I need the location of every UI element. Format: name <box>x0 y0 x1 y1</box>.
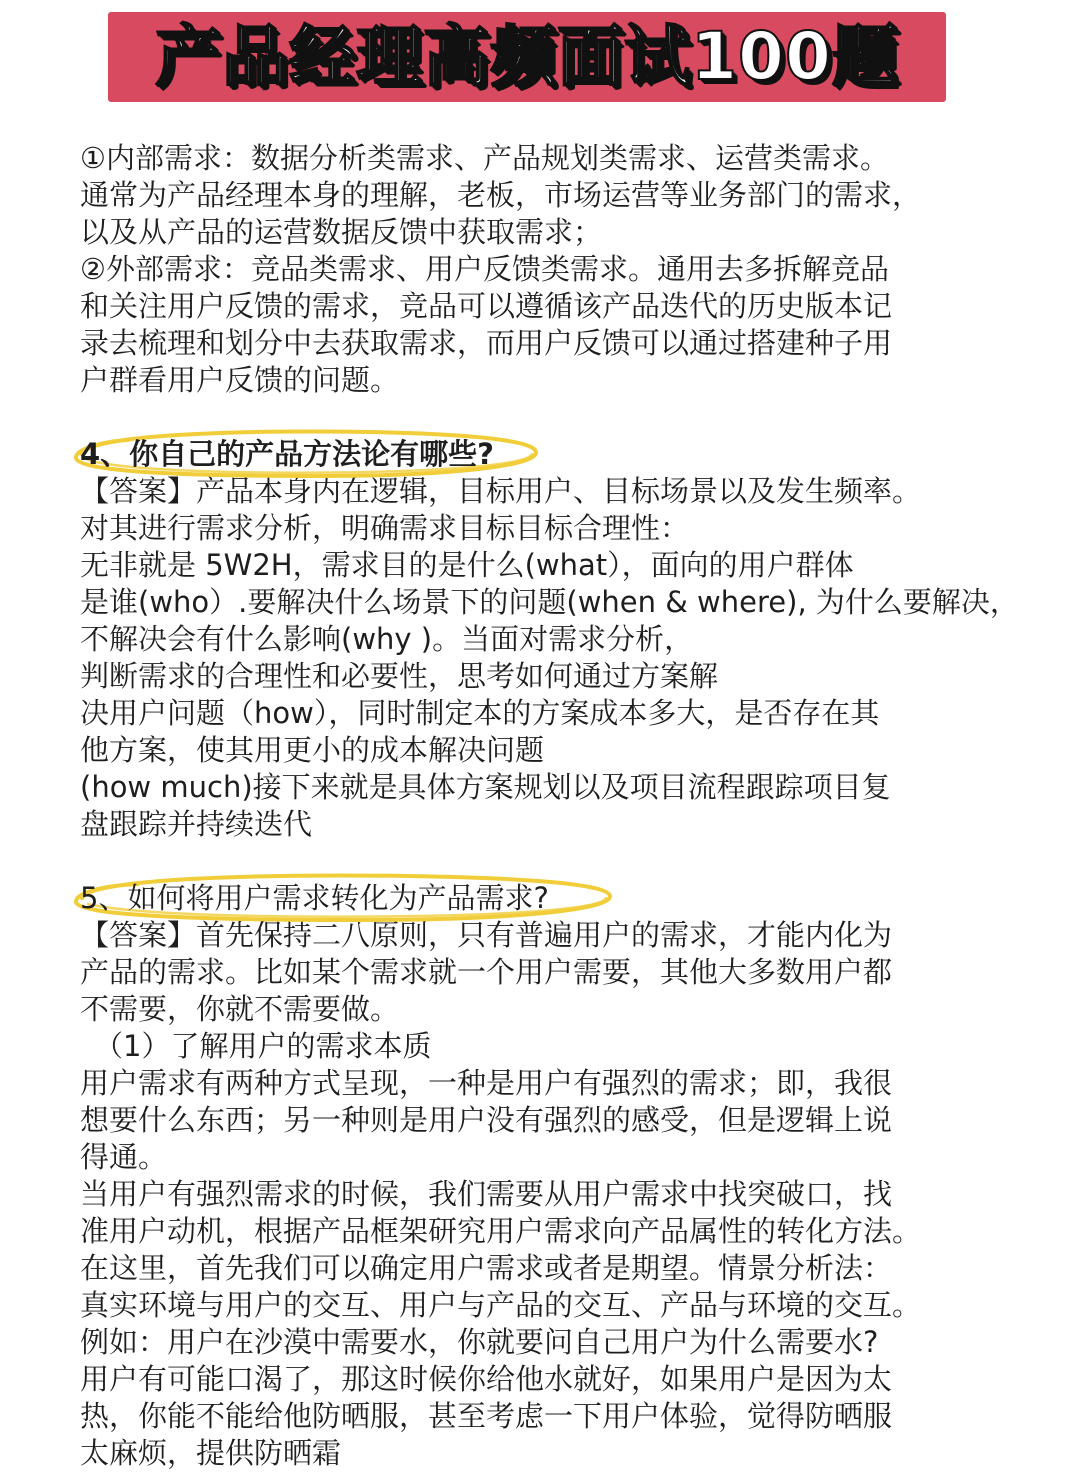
question-5-heading <box>80 880 1060 917</box>
text-line: ①内部需求：数据分析类需求、产品规划类需求、运营类需求。 <box>80 141 889 175</box>
answer-line: 【答案】产品本身内在逻辑，目标用户、目标场景以及发生频率。 <box>80 474 922 508</box>
answer-line: 不需要，你就不需要做。 <box>80 992 400 1026</box>
answer-subheading: （1）了解用户的需求本质 <box>94 1029 432 1063</box>
answer-line: 判断需求的合理性和必要性，思考如何通过方案解 <box>80 659 719 693</box>
answer-line: 无非就是 5W2H，需求目的是什么(what），面向的用户群体 <box>80 548 854 582</box>
text-line: 户群看用户反馈的问题。 <box>80 363 400 397</box>
answer-line: 盘跟踪并持续迭代 <box>80 807 313 841</box>
question-5-title: 5、如何将用户需求转化为产品需求? <box>80 881 549 915</box>
answer-line: 想要什么东西；另一种则是用户没有强烈的感受，但是逻辑上说 <box>80 1103 893 1137</box>
answer-line: 真实环境与用户的交互、用户与产品的交互、产品与环境的交互。 <box>80 1288 922 1322</box>
answer-line: 用户有可能口渴了，那这时候你给他水就好，如果用户是因为太 <box>80 1362 893 1396</box>
text-line: ②外部需求：竞品类需求、用户反馈类需求。通用去多拆解竞品 <box>80 252 889 286</box>
answer-line: 对其进行需求分析，明确需求目标目标合理性： <box>80 511 690 545</box>
answer-line: 用户需求有两种方式呈现，一种是用户有强烈的需求；即，我很 <box>80 1066 893 1100</box>
answer-line: 产品的需求。比如某个需求就一个用户需要，其他大多数用户都 <box>80 955 893 989</box>
text-line: 通常为产品经理本身的理解，老板，市场运营等业务部门的需求， <box>80 178 922 212</box>
answer-line: 决用户问题（how），同时制定本的方案成本多大，是否存在其 <box>80 696 880 730</box>
answer-line: 热，你能不能给他防晒服，甚至考虑一下用户体验，觉得防晒服 <box>80 1399 893 1433</box>
answer-line: 准用户动机，根据产品框架研究用户需求向产品属性的转化方法。 <box>80 1214 922 1248</box>
text-line: 录去梳理和划分中去获取需求，而用户反馈可以通过搭建种子用 <box>80 326 893 360</box>
answer-line: 在这里，首先我们可以确定用户需求或者是期望。情景分析法： <box>80 1251 893 1285</box>
answer-line: 他方案，使其用更小的成本解决问题 <box>80 733 545 767</box>
page-title: 产品经理高频面试100题 <box>155 18 899 95</box>
text-line: 以及从产品的运营数据反馈中获取需求； <box>80 215 603 249</box>
answer-line: 不解决会有什么影响(why )。当面对需求分析， <box>80 622 694 656</box>
answer-line: 太麻烦，提供防晒霜 <box>80 1436 342 1470</box>
article-body <box>80 140 1060 1472</box>
answer-line: 例如：用户在沙漠中需要水，你就要问自己用户为什么需要水? <box>80 1325 879 1359</box>
answer-line: 是谁(who）.要解决什么场景下的问题(when & where), 为什么要解决， <box>80 585 1019 619</box>
text-line: 和关注用户反馈的需求，竞品可以遵循该产品迭代的历史版本记 <box>80 289 893 323</box>
answer-line: 得通。 <box>80 1140 168 1174</box>
question-4-heading <box>80 436 1060 473</box>
answer-line: (how much)接下来就是具体方案规划以及项目流程跟踪项目复 <box>80 770 891 804</box>
answer-line: 【答案】首先保持二八原则，只有普遍用户的需求，才能内化为 <box>80 918 893 952</box>
answer-line: 当用户有强烈需求的时候，我们需要从用户需求中找突破口，找 <box>80 1177 893 1211</box>
question-4-title: 4、你自己的产品方法论有哪些? <box>80 437 495 471</box>
title-banner <box>108 12 946 102</box>
